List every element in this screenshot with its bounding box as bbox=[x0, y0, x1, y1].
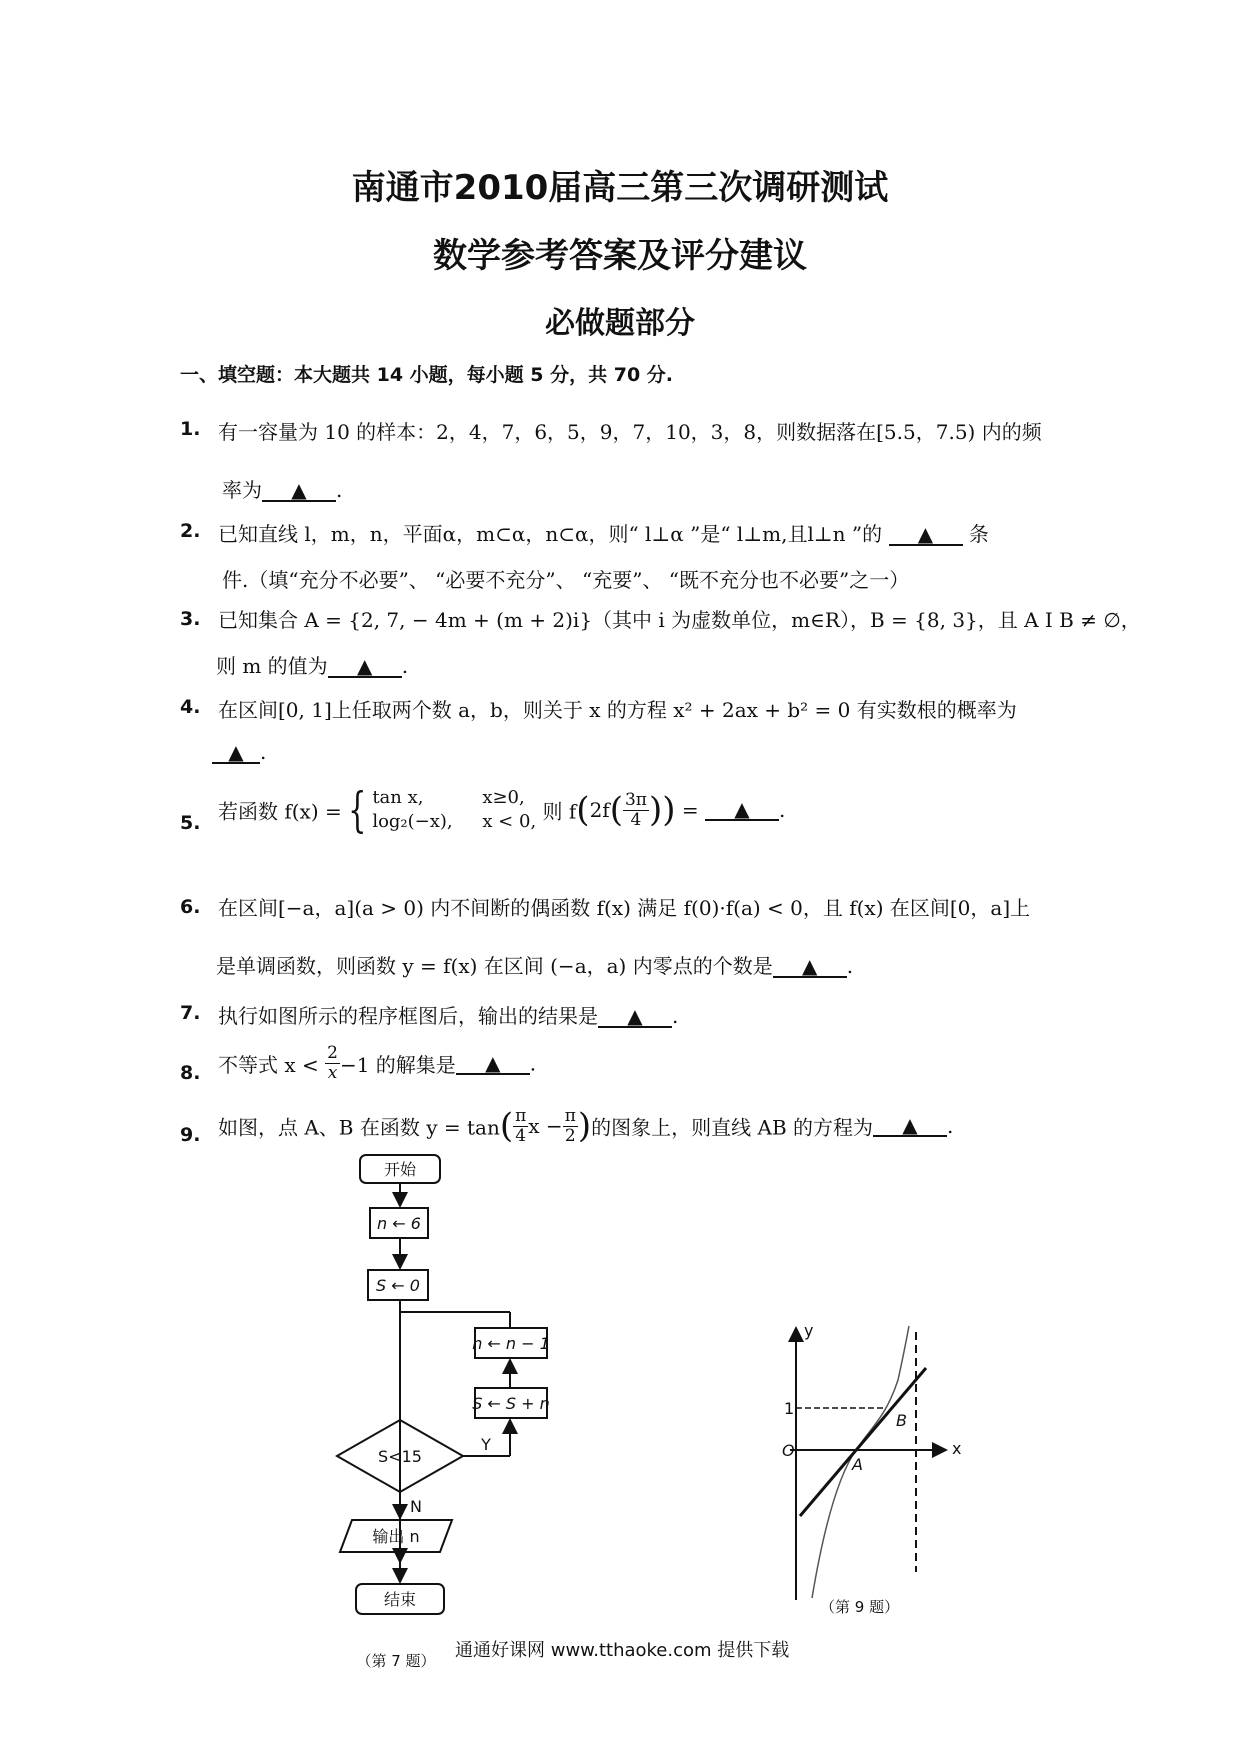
question-7-text: 执行如图所示的程序框图后，输出的结果是 ▲ . bbox=[218, 1004, 679, 1028]
y-axis-label: y bbox=[804, 1321, 814, 1340]
question-8-text: 不等式 x < $\frac{2}{x}$ −1 的解集是 ▲ . bbox=[218, 1043, 537, 1083]
footer-watermark: 通通好课网 www.tthaoke.com 提供下载 bbox=[455, 1640, 790, 1661]
point-b-label: B bbox=[896, 1411, 907, 1430]
yes-label: Y bbox=[481, 1435, 491, 1454]
part-heading: 必做题部分 bbox=[545, 306, 695, 341]
section-heading: 一、填空题：本大题共 14 小题，每小题 5 分，共 70 分. bbox=[180, 364, 674, 386]
question-number: 7. bbox=[180, 1002, 201, 1024]
tick-y-1: 1 bbox=[784, 1399, 795, 1418]
flowchart-caption: （第 7 题） bbox=[356, 1652, 436, 1670]
assign-n-label: n ← 6 bbox=[377, 1214, 421, 1233]
question-1-text-cont: 率为 ▲ . bbox=[222, 478, 343, 502]
origin-label: O bbox=[782, 1441, 795, 1460]
question-5-text: 若函数 f(x) = { tan x, x≥0, log₂(−x), x < 0, 则 f(2f( $\frac{3\pi}{4}$ )) = ▲ . bbox=[218, 782, 786, 838]
x-axis-label: x bbox=[952, 1439, 962, 1458]
condition-label: S<15 bbox=[378, 1447, 422, 1466]
answer-blank: ▲ bbox=[328, 656, 402, 678]
no-label: N bbox=[410, 1497, 422, 1516]
answer-blank: ▲ bbox=[889, 524, 963, 546]
page-title: 南通市2010届高三第三次调研测试 bbox=[351, 168, 889, 208]
question-1-text: 有一容量为 10 的样本：2，4，7，6，5，9，7，10，3，8，则数据落在[5.5，7.5) 内的频 bbox=[218, 420, 1042, 444]
answer-blank: ▲ bbox=[773, 956, 847, 978]
output-label: 输出 n bbox=[372, 1527, 420, 1546]
question-6-text-cont: 是单调函数，则函数 y = f(x) 在区间 (−a，a) 内零点的个数是 ▲ . bbox=[216, 954, 854, 978]
question-6-text: 在区间[−a，a](a > 0) 内不间断的偶函数 f(x) 满足 f(0)·f(a) < 0，且 f(x) 在区间[0，a]上 bbox=[218, 896, 1031, 920]
accumulate-label: S ← S + n bbox=[472, 1394, 550, 1413]
answer-blank: ▲ bbox=[262, 480, 336, 502]
assign-s-label: S ← 0 bbox=[376, 1276, 420, 1295]
question-2-text: 已知直线 l，m，n，平面α，m⊂α，n⊂α，则“ l⊥α ”是“ l⊥m,且l⊥n ”的 ▲ 条 bbox=[218, 522, 989, 546]
answer-blank: ▲ bbox=[456, 1053, 530, 1075]
question-3-text: 已知集合 A = {2, 7, − 4m + (m + 2)i}（其中 i 为虚数单位，m∈R），B = {8, 3}，且 A I B ≠ ∅， bbox=[218, 608, 1141, 632]
tan-graph bbox=[760, 1320, 980, 1620]
point-a-label: A bbox=[852, 1455, 863, 1474]
answer-blank: ▲ bbox=[873, 1115, 947, 1137]
question-4-text-cont: ▲ . bbox=[212, 740, 266, 764]
question-number: 6. bbox=[180, 896, 201, 918]
graph-caption: （第 9 题） bbox=[820, 1598, 900, 1616]
question-number: 8. bbox=[180, 1062, 201, 1084]
question-number: 9. bbox=[180, 1124, 201, 1146]
question-4-text: 在区间[0, 1]上任取两个数 a，b，则关于 x 的方程 x² + 2ax + b² = 0 有实数根的概率为 bbox=[218, 698, 1017, 722]
question-number: 4. bbox=[180, 696, 201, 718]
page-subtitle: 数学参考答案及评分建议 bbox=[433, 236, 807, 276]
question-number: 1. bbox=[180, 418, 201, 440]
answer-blank: ▲ bbox=[705, 799, 779, 821]
question-9-text: 如图，点 A、B 在函数 y = tan( $\frac{\pi}{4}$ x − $\frac{\pi}{2}$ )的图象上，则直线 AB 的方程为 ▲ . bbox=[218, 1105, 954, 1146]
line-ab bbox=[800, 1368, 926, 1516]
answer-blank: ▲ bbox=[598, 1006, 672, 1028]
question-number: 2. bbox=[180, 520, 201, 542]
question-2-text-cont: 件.（填“充分不必要”、 “必要不充分”、 “充要”、 “既不充分也不必要”之一） bbox=[222, 568, 910, 592]
decrement-label: n ← n − 1 bbox=[472, 1334, 550, 1353]
end-label: 结束 bbox=[383, 1590, 417, 1609]
answer-blank: ▲ bbox=[212, 742, 260, 764]
question-number: 5. bbox=[180, 812, 201, 834]
start-label: 开始 bbox=[383, 1160, 417, 1179]
question-number: 3. bbox=[180, 608, 201, 630]
flowchart bbox=[320, 1150, 570, 1690]
question-3-text-cont: 则 m 的值为 ▲ . bbox=[216, 654, 409, 678]
